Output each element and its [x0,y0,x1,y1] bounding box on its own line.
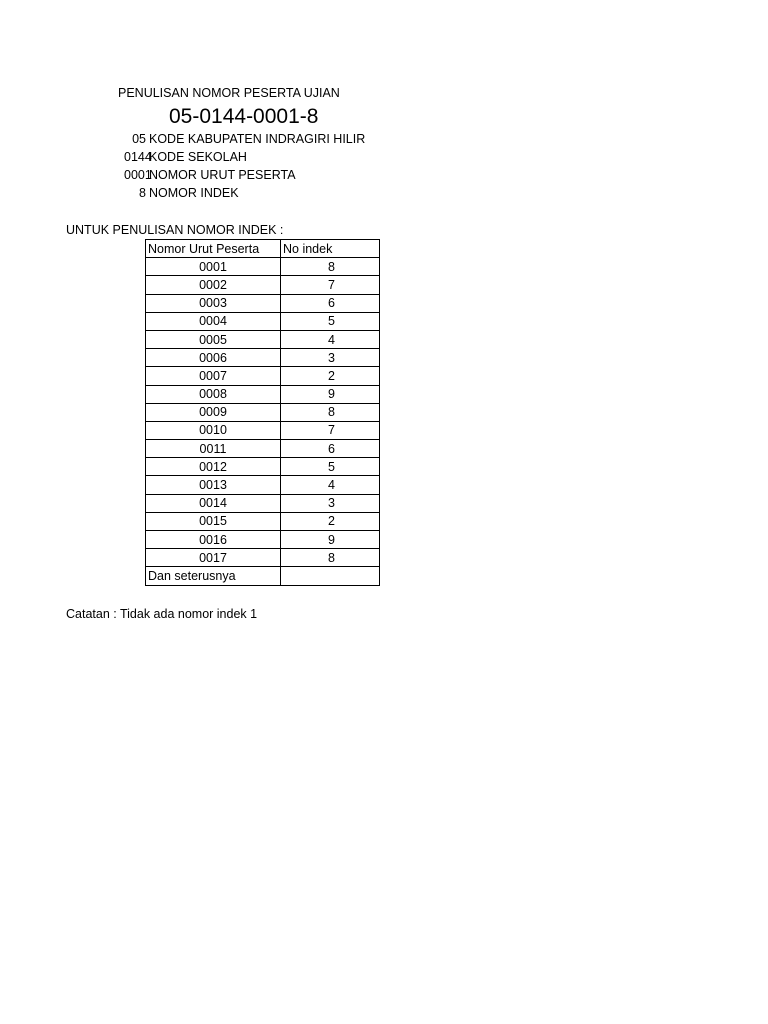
cell-indek: 9 [281,531,380,549]
cell-urut: 0013 [146,476,281,494]
cell-indek: 5 [281,458,380,476]
table-row [146,494,380,512]
table-row [146,294,380,312]
cell-indek: 6 [281,294,380,312]
cell-urut: 0009 [146,403,281,421]
column-header-urut: Nomor Urut Peserta [146,240,281,258]
document-title: PENULISAN NOMOR PESERTA UJIAN [118,86,340,100]
cell-urut: 0010 [146,421,281,439]
cell-indek: 8 [281,549,380,567]
table-row [146,276,380,294]
table-row [146,421,380,439]
table-footer-row [146,567,380,585]
table-header-row [146,240,380,258]
table-row [146,330,380,348]
cell-urut: 0006 [146,349,281,367]
empty-cell [281,567,380,585]
table-row [146,531,380,549]
table-row [146,349,380,367]
cell-urut: 0004 [146,312,281,330]
cell-indek: 3 [281,494,380,512]
cell-urut: 0002 [146,276,281,294]
cell-indek: 3 [281,349,380,367]
table-row [146,258,380,276]
cell-indek: 8 [281,403,380,421]
cell-urut: 0015 [146,512,281,530]
cell-urut: 0008 [146,385,281,403]
cell-indek: 2 [281,367,380,385]
table-row [146,440,380,458]
legend-description: KODE KABUPATEN INDRAGIRI HILIR [149,132,366,146]
table-row [146,403,380,421]
cell-urut: 0005 [146,330,281,348]
table-row [146,476,380,494]
cell-indek: 7 [281,421,380,439]
legend-code: 05 [132,132,146,146]
table-row [146,458,380,476]
cell-urut: 0007 [146,367,281,385]
cell-indek: 8 [281,258,380,276]
table-row [146,367,380,385]
legend-code: 8 [139,186,146,200]
index-table [145,239,380,586]
legend-description: NOMOR URUT PESERTA [149,168,296,182]
table-row [146,512,380,530]
cell-urut: 0001 [146,258,281,276]
cell-indek: 9 [281,385,380,403]
cell-urut: 0016 [146,531,281,549]
cell-urut: 0011 [146,440,281,458]
legend-code: 0001 [124,168,152,182]
cell-urut: 0014 [146,494,281,512]
cell-indek: 6 [281,440,380,458]
cell-urut: 0017 [146,549,281,567]
cell-urut: 0012 [146,458,281,476]
table-row [146,312,380,330]
example-participant-number: 05-0144-0001-8 [169,105,319,128]
cell-indek: 2 [281,512,380,530]
table-row [146,549,380,567]
cell-indek: 4 [281,330,380,348]
continuation-label: Dan seterusnya [146,567,281,585]
cell-indek: 5 [281,312,380,330]
cell-indek: 4 [281,476,380,494]
note: Catatan : Tidak ada nomor indek 1 [66,607,258,621]
cell-urut: 0003 [146,294,281,312]
legend-description: KODE SEKOLAH [149,150,247,164]
section-title: UNTUK PENULISAN NOMOR INDEK : [66,223,284,237]
column-header-indek: No indek [281,240,380,258]
legend-description: NOMOR INDEK [149,186,239,200]
legend-code: 0144 [124,150,152,164]
cell-indek: 7 [281,276,380,294]
table-row [146,385,380,403]
